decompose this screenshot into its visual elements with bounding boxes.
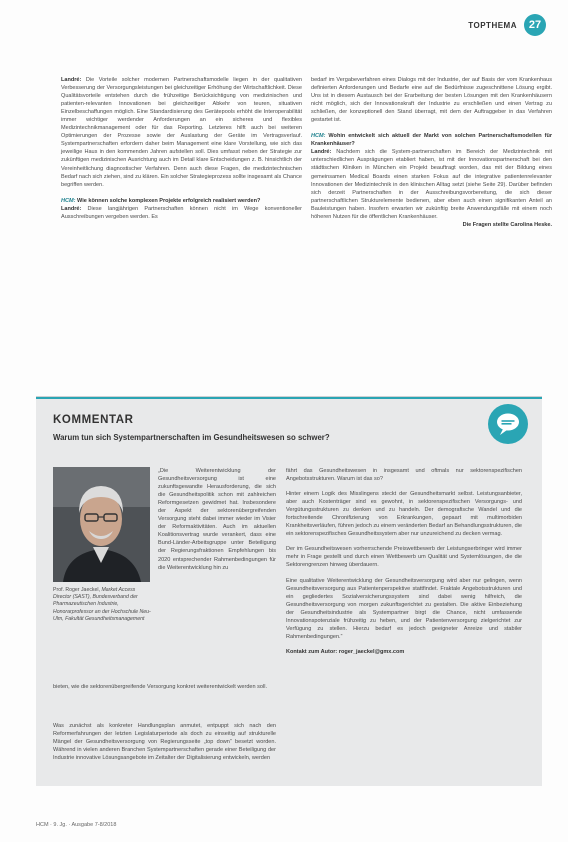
kommentar-heading: KOMMENTAR: [53, 414, 134, 426]
author-role: Market Access Director (SAST), Bundesverband der Pharmazeutischen Industrie, Honorarprofessor an der Hochschule Neu-Ulm, Fakultät Gesundheitsmanagement: [53, 587, 151, 622]
kommentar-column-a-lower: [53, 722, 276, 762]
interviewer-signature: Die Fragen stellte Carolina Heske.: [462, 221, 552, 228]
interview-question: [311, 132, 552, 148]
kommentar-subheading: Warum tun sich Systempartnerschaften im Gesundheitswesen so schwer?: [53, 433, 330, 442]
interview-answer: [311, 148, 552, 220]
speaker-label: HCM:: [61, 197, 78, 204]
paragraph-gap: [61, 189, 302, 197]
kommentar-box: [36, 396, 542, 786]
kommentar-column-a: [158, 467, 276, 572]
kommentar-accent-bar: [36, 397, 542, 399]
interview-question: [61, 197, 302, 205]
paragraph-text: Die Vorteile solcher modernen Partnerschaftsmodelle liegen in der qualitativen Verbesserung der Versorgungsleistungen bei gleichzeitiger Erhöhung der Wirtschaftlichkeit. Diese Qualitätsvorteile entstehen durch die frühzeitige Berücksichtigung von medizinischen und patienten-relevanten Innovationen bei gleichzeitiger Abkehr von teuren, situativen Einzelbeschaffungen möglich. Eine Standardisierung des Gerätepools erhöht die Interoperabilität immer wichtiger werdender Anforderungen an ein sicheres und flexibles Medizintechnikmanagement oder für das Reporting. Letzteres hilft auch bei weiteren Optimierungen der Prozesse sowie der Auslastung der Geräte im Vertragsverlauf. Systempartnerschaften erfordern daher beim Management eine klare Vorstellung, wie sich das jeweilige Haus in den kommenden Jahren aufstellen soll. Dies umfasst neben der Strategie zur zukünftigen medizinischen Ausrichtung auch im Detail klare Entscheidungen z. B. hinsichtlich der Vereinheitlichung diagnostischer Verfahren. Denn auch diese Fragen, die medizintechnischen Bedarf nach sich ziehen, sind zu klären. Ein solcher Strategieprozess sollte insgesamt als Chance begriffen werden.: [61, 77, 302, 188]
kommentar-paragraph: Eine qualitative Weiterentwicklung der Gesundheitsversorgung wird aber nur gelingen, wenn Gesundheitsversorgung aus Patientenperspektive stattfindet. Fraktale Angebotsstrukturen und ein gegliedertes Sozialversicherungssystem sind dabei wenig hilfreich, die Gesundheitsversorgung von morgen zukunftsgerichtet zu gestalten. Die aktive Einbeziehung der Gesundheitsindustrie als Systempartner birgt die Chance, nicht umfassende Innovationspotenziale frühzeitig zu heben, und der Patientenversorgung zielgerichtet zur Verfügung zu stellen. Hierzu bedarf es jedoch geeigneter Anreize und stabiler Rahmenbedingungen.“: [286, 577, 522, 640]
paragraph-gap: [286, 570, 522, 577]
speaker-label: Landré:: [61, 205, 88, 212]
page-footer: HCM · 9. Jg. · Ausgabe 7-8/2018: [36, 822, 117, 828]
author-contact: Kontakt zum Autor: roger_jaeckel@gmx.com: [286, 648, 405, 655]
speaker-label: HCM:: [311, 133, 329, 140]
kommentar-column-b: [286, 467, 522, 656]
paragraph-text: Diese langjährigen Partnerschaften können nicht im Wege konventioneller Ausschreibungen vergeben werden. Es: [61, 205, 302, 220]
speaker-label: Landré:: [311, 149, 337, 156]
interview-answer: [61, 205, 302, 221]
page-header: [468, 14, 546, 36]
page-number-badge: 27: [524, 14, 546, 36]
paragraph-text: bedarf im Vergabeverfahren eines Dialogs mit der Industrie, der auf Basis der vom Krankenhaus definierten Anforderungen und Bedarfe eine auf die Bedürfnisse zugeschnittene Lösung ergibt. Uns ist in diesem Austausch bei der Erarbeitung der besten Lösungen mit den Krankenhäusern nicht möglich, sich der Innovationskraft der Industrie zu erschließen und einen Vertrag zu schließen, der konzeptionell den Stand überragt, mit dem der Auftraggeber in das Verfahren gestartet ist.: [311, 77, 552, 124]
author-photo: [53, 467, 150, 582]
paragraph-text: Wie können solche komplexen Projekte erfolgreich realisiert werden?: [77, 197, 261, 204]
kommentar-paragraph: „Die Weiterentwicklung der Gesundheitsversorgung ist eine zukunftsgewandte Herausforderung, die sich die Gesundheitspolitik schon mit zahlreichen Reformgesetzen gewidmet hat. Insbesondere der Aspekt der sektorenübergreifenden Versorgung steht dabei immer wieder im Visier der Reformaktivitäten. Auch im aktuellen Koalitionsvertrag wurde verankert, dass eine Bund-Länder-Arbeitsgruppe unter Beteiligung der Regierungsfraktionen Empfehlungen bis 2020 entsprechender Rahmenbedingungen für die Weiterentwicklung hin zu: [158, 468, 276, 571]
author-name: Prof. Roger Jaeckel,: [53, 587, 100, 593]
paragraph-gap: [286, 483, 522, 490]
section-label: TOPTHEMA: [468, 20, 517, 30]
paragraph-text: Wohin entwickelt sich aktuell der Markt von solchen Partnerschaftsmodellen für Krankenhäuser?: [311, 133, 552, 148]
kommentar-paragraph: bieten, wie die sektorenübergreifende Versorgung konkret weiterentwickelt werden soll.: [53, 684, 267, 690]
kommentar-column-a-continued: [53, 683, 276, 691]
article-column-2: [311, 76, 552, 229]
speech-bubble-glyph: [495, 412, 521, 436]
kommentar-paragraph: Was zunächst als konkreter Handlungsplan anmutet, entpuppt sich nach den Reformerfahrungen der letzten Legislaturperiode als doch zu einseitig auf strukturelle Mängel der Gesundheitsversorgung von Regierungsseite „top down“ besetzt worden. Während in vielen anderen Branchen Systempartnerschaften gerade einer Beteiligung der Industrie innovative Lösungsangebote im Zeitalter der Digitalisierung entwickeln, werden: [53, 723, 276, 762]
author-portrait: [53, 467, 150, 582]
interview-answer: [61, 76, 302, 189]
paragraph-gap: [286, 538, 522, 545]
paragraph-gap: [286, 641, 522, 648]
speech-bubble-icon: [488, 404, 528, 444]
paragraph-text: Nachdem sich die System-partnerschaften im Bereich der Medizintechnik mit unterschiedlichen Ausprägungen etabliert haben, ist mit der Innovationspartnerschaft bei den städtischen Kliniken in München ein Projekt beauftragt worden, das mit der Bildung eines gemeinsamen Medical Boards einen starken Fokus auf die integrative patientenrelevanter Innovationen der Medizintechnik in den klinischen Alltag setzt (siehe Seite 29). Darüber befinden sich derzeit Partnerschaften in der Ausschreibungsvorbereitung, die sich dieser partnerschaftlichen Strukturelemente bedienen, aber eben auch einen signifikanten Anteil an Bauleistungen haben. Insofern erwarten wir zukünftig breite Anwendungsfälle mit einem noch höheren Nutzen für die öffentlichen Krankenhäuser.: [311, 149, 552, 220]
kommentar-paragraph: Der im Gesundheitswesen vorherrschende Preiswettbewerb der Leistungserbringer wird immer mehr in Frage gestellt und durch einen Wettbewerb um Qualität und Systemlösungen, die die Sektorengrenzen hinweg überdauern.: [286, 546, 522, 569]
kommentar-paragraph: fährt das Gesundheitswesen in insgesamt und oftmals nur sektorenspezifischen Angebotsstrukturen. Warum ist das so?: [286, 468, 522, 483]
paragraph-gap: [311, 124, 552, 132]
kommentar-paragraph: Hinter einem Logik des Misslingens steckt der Gesundheitsmarkt selbst. Leistungsanbieter, aber auch Kostenträger sind es gewohnt, in sektorenspezifischen Versorgungs- und Vergütungsstrukturen zu denken und zu handeln. Der demografische Wandel und die fortschreitende Chronifizierung von Erkrankungen, gepaart mit multimorbiden Krankheitsverläufen, führen jedoch zu einem veränderten Bedarf an Behandlungsstrukturen, die ein sektorenspezifisches Gesundheitssystem aber nur unzureichend zu decken vermag.: [286, 491, 522, 538]
article-column-1: [61, 76, 302, 221]
author-caption: [53, 587, 153, 623]
speaker-label: Landré:: [61, 77, 86, 83]
interview-answer: [311, 76, 552, 124]
